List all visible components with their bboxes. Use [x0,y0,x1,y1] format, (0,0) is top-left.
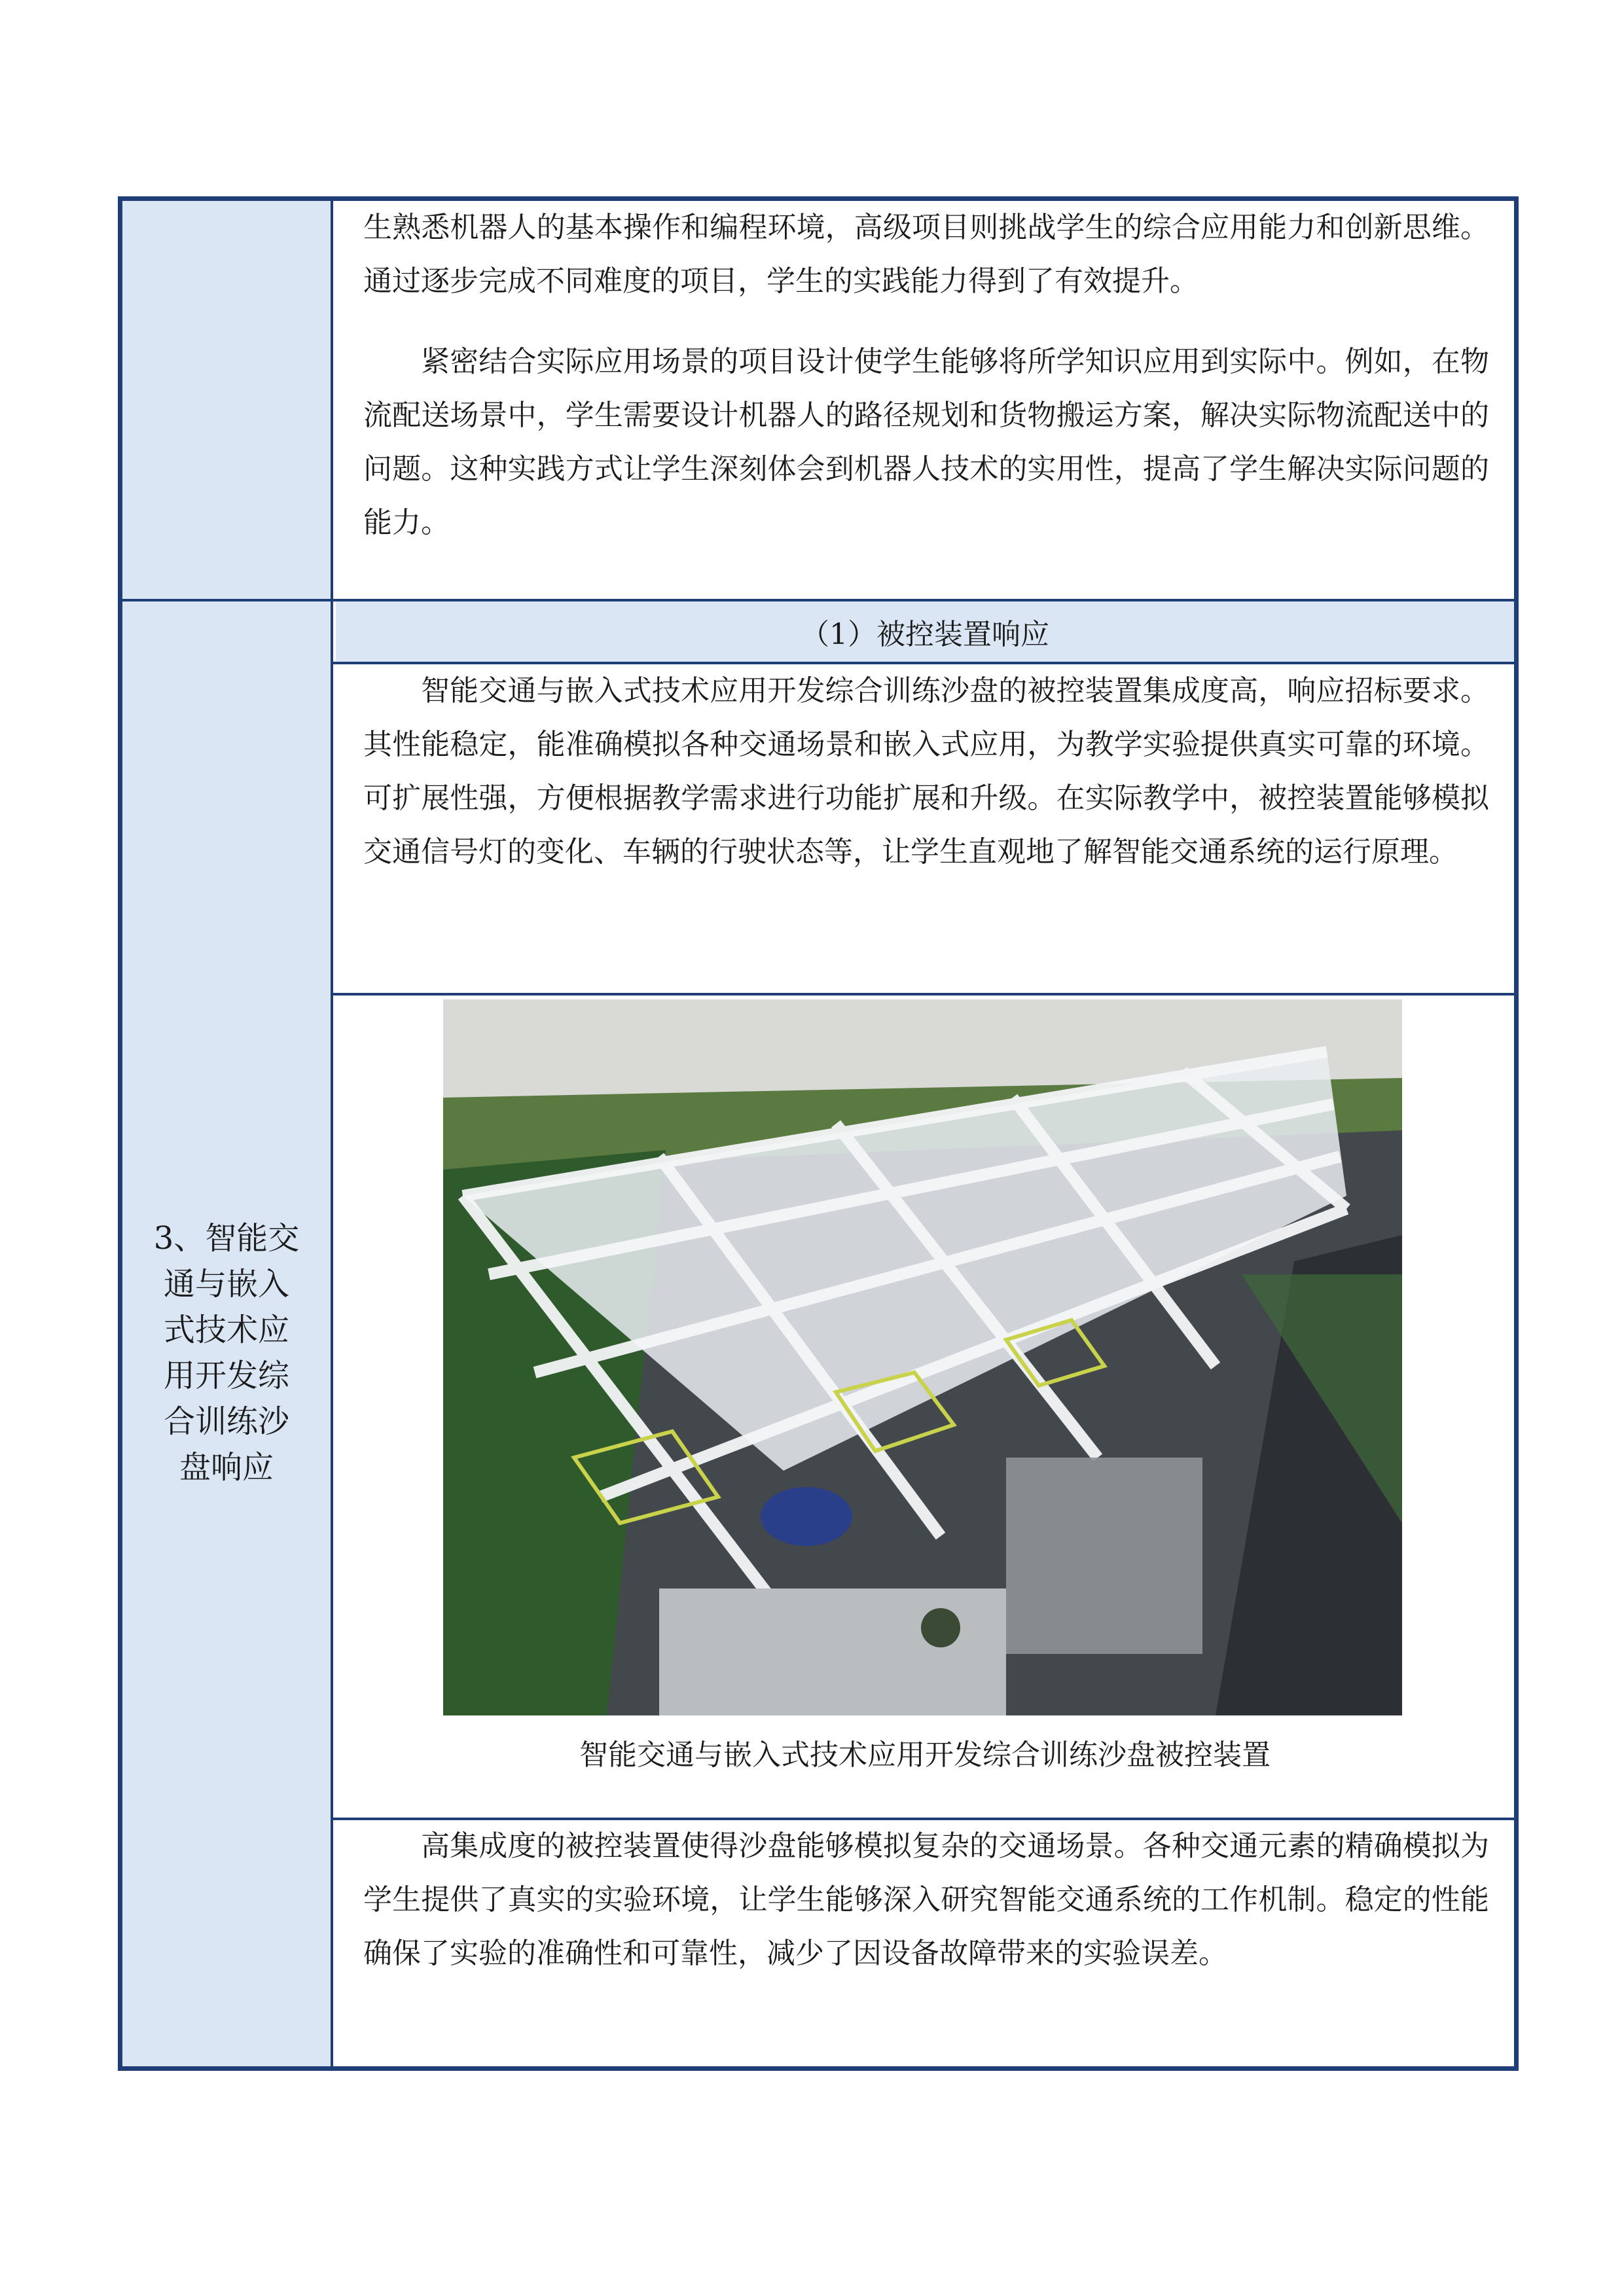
response-table [118,196,1519,2071]
image-caption: 智能交通与嵌入式技术应用开发综合训练沙盘被控装置 [579,1738,1271,1772]
row3-paragraph-2: 高集成度的被控装置使得沙盘能够模拟复杂的交通场景。各种交通元素的精确模拟为学生提供了真实的实验环境，让学生能够深入研究智能交通系统的工作机制。稳定的性能确保了实验的准确性和可靠性，减少了因设备故障带来的实验误差。 [363,1829,1489,1970]
prev-row-paragraph-1: 生熟悉机器人的基本操作和编程环境，高级项目则挑战学生的综合应用能力和创新思维。通过逐步完成不同难度的项目，学生的实践能力得到了有效提升。 [363,211,1489,298]
label-column [122,201,333,2066]
sandbox-illustration [443,999,1402,1715]
cell-divider [333,993,1514,996]
row-label: 3、智能交通与嵌入式技术应用开发综合训练沙盘响应 [153,1220,300,1486]
sandbox-device-photo [443,999,1402,1715]
prev-row-paragraph-2: 紧密结合实际应用场景的项目设计使学生能够将所学知识应用到实际中。例如，在物流配送场景中，学生需要设计机器人的路径规划和货物搬运方案，解决实际物流配送中的问题。这种实践方式让学生深刻体会到机器人技术的实用性，提高了学生解决实际问题的能力。 [363,345,1489,539]
section-subheading: （1）被控装置响应 [336,601,1514,662]
row3-paragraph-1: 智能交通与嵌入式技术应用开发综合训练沙盘的被控装置集成度高，响应招标要求。其性能稳定，能准确模拟各种交通场景和嵌入式应用，为教学实验提供真实可靠的环境。可扩展性强，方便根据教学需求进行功能扩展和升级。在实际教学中，被控装置能够模拟交通信号灯的变化、车辆的行驶状态等，让学生直观地了解智能交通系统的运行原理。 [363,674,1489,869]
